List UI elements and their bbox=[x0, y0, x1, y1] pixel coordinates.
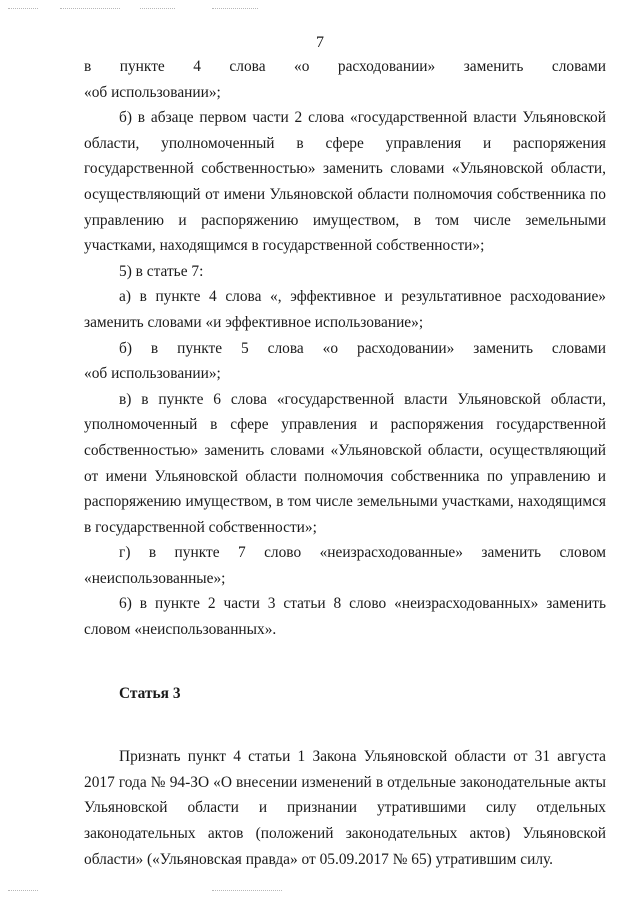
article-3-text: Признать пункт 4 статьи 1 Закона Ульяновской области от 31 августа 2017 года № 94-ЗО «О внесении изменений в отдельные законодательные акты Ульяновской области и признании утратившими силу отдельных законодательных актов (положений законодательных актов) Ульяновской области» («Ульяновская правда» от 05.09.2017 № 65) утратившим силу. bbox=[84, 748, 606, 868]
paragraph-continuation-line: в пункте 4 слова «о расходовании» заменить словами bbox=[84, 58, 606, 75]
page-number: 7 bbox=[316, 34, 324, 51]
paragraph-item6-article8: 6) в пункте 2 части 3 статьи 8 слово «неизрасходованных» заменить словом «неиспользованных». bbox=[84, 595, 606, 639]
paragraph-continuation-rest: «об использовании»; bbox=[84, 83, 221, 101]
paragraph-v-article7: в) в пункте 6 слова «государственной власти Ульяновской области, уполномоченный в сфере управления и распоряжения государственной собственностью» заменить словами «Ульяновской области, осуществляющий от имени Ульяновской области полномочия собственника по управлению и распоряжению имуществом, в том числе земельными участками, находящимся в государственной собственности»; bbox=[84, 390, 606, 536]
document-body bbox=[84, 54, 606, 872]
paragraph-b-article6: б) в абзаце первом части 2 слова «государственной власти Ульяновской области, уполномоченный в сфере управления и распоряжения государственной собственностью» заменить словами «Ульяновской области, осуществляющий от имени Ульяновской области полномочия собственника по управлению и распоряжению имуществом, в том числе земельными участками, находящимся в государственной собственности»; bbox=[84, 109, 606, 255]
paragraph-a-article7: а) в пункте 4 слова «, эффективное и результативное расходование» заменить словами «и эффективное использование»; bbox=[84, 288, 606, 331]
paragraph-b-article7-line: б) в пункте 5 слова «о расходовании» заменить словами bbox=[119, 339, 606, 357]
paragraph-g-article7-rest: «неиспользованные»; bbox=[84, 569, 226, 587]
article-3-heading: Статья 3 bbox=[119, 684, 181, 702]
paragraph-g-article7-line: г) в пункте 7 слово «неизрасходованные» заменить словом bbox=[119, 544, 606, 562]
paragraph-item5-article7: 5) в статье 7: bbox=[119, 262, 204, 280]
paragraph-b-article7-rest: «об использовании»; bbox=[84, 365, 221, 383]
